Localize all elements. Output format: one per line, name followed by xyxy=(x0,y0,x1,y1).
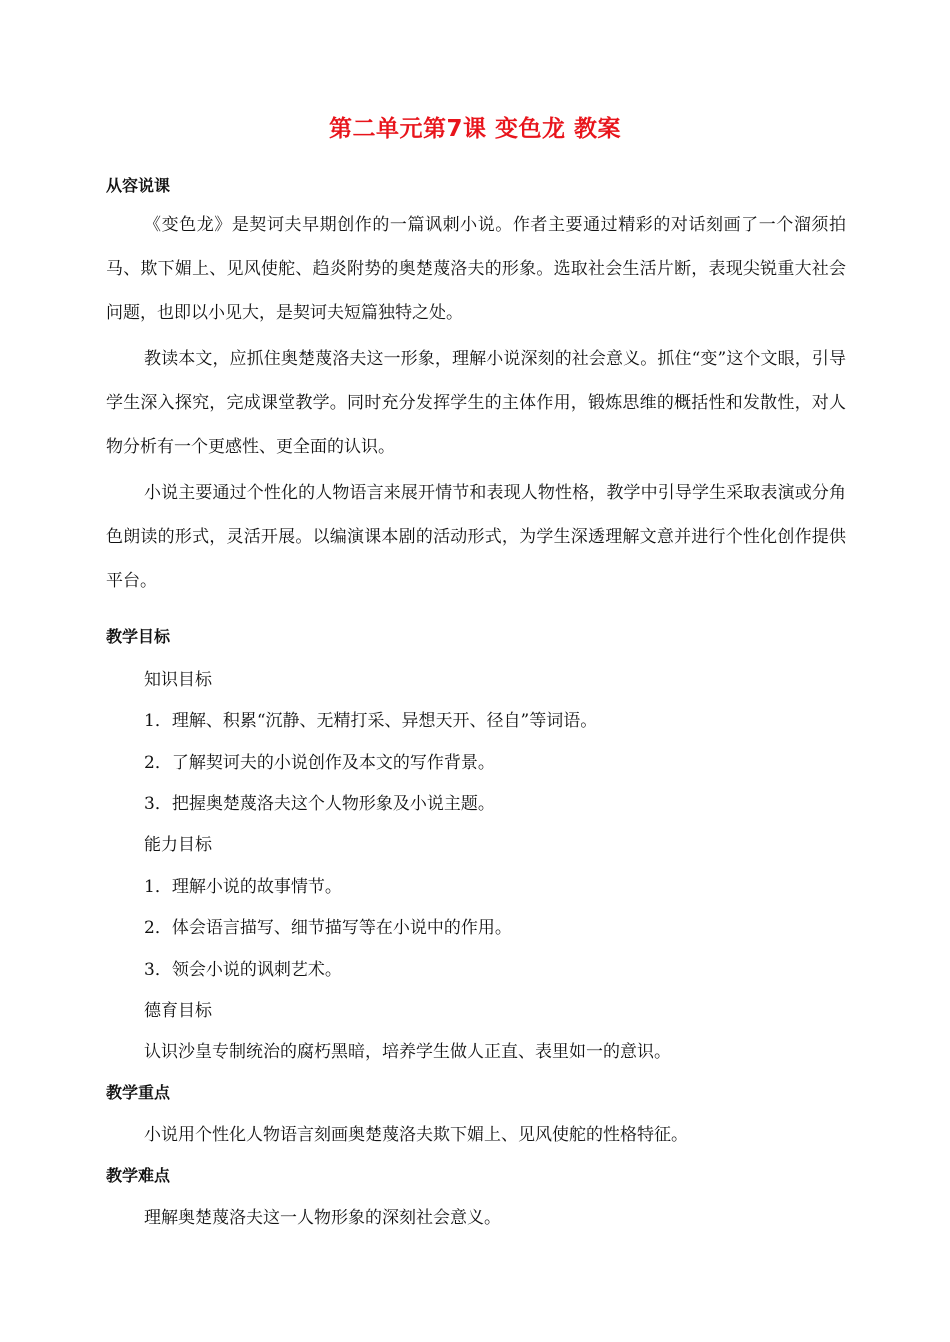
intro-paragraph-2: 教读本文，应抓住奥楚蔑洛夫这一形象，理解小说深刻的社会意义。抓住“变”这个文眼，引导学生深入探究，完成课堂教学。同时充分发挥学生的主体作用，锻炼思维的概括性和发散性，对人物分析有一个更感性、更全面的认识。 xyxy=(106,349,846,457)
knowledge-goal-item-1: 1．理解、积累“沉静、无精打采、异想天开、径自”等词语。 xyxy=(144,711,598,731)
ability-goal-item-1: 1．理解小说的故事情节。 xyxy=(144,877,342,897)
moral-goals-label: 德育目标 xyxy=(144,1001,212,1021)
difficulties-text: 理解奥楚蔑洛夫这一人物形象的深刻社会意义。 xyxy=(144,1208,501,1228)
ability-goal-item-2: 2．体会语言描写、细节描写等在小说中的作用。 xyxy=(144,918,512,938)
section-heading-difficulties: 教学难点 xyxy=(106,1166,171,1185)
intro-paragraph-3: 小说主要通过个性化的人物语言来展开情节和表现人物性格，教学中引导学生采取表演或分角色朗读的形式，灵活开展。以编演课本剧的活动形式，为学生深透理解文意并进行个性化创作提供平台。 xyxy=(106,483,846,591)
section-heading-goals: 教学目标 xyxy=(106,627,171,646)
ability-goals-label: 能力目标 xyxy=(144,835,212,855)
knowledge-goal-item-3: 3．把握奥楚蔑洛夫这个人物形象及小说主题。 xyxy=(144,794,495,814)
page-title: 第二单元第7课 变色龙 教案 xyxy=(328,116,622,142)
intro-paragraph-1: 《变色龙》是契诃夫早期创作的一篇讽刺小说。作者主要通过精彩的对话刻画了一个溜须拍马、欺下媚上、见风使舵、趋炎附势的奥楚蔑洛夫的形象。选取社会生活片断，表现尖锐重大社会问题，也即以小见大，是契诃夫短篇独特之处。 xyxy=(106,215,846,323)
knowledge-goals-label: 知识目标 xyxy=(144,670,212,690)
section-heading-intro: 从容说课 xyxy=(106,176,171,195)
knowledge-goal-item-2: 2．了解契诃夫的小说创作及本文的写作背景。 xyxy=(144,753,495,773)
key-points-text: 小说用个性化人物语言刻画奥楚蔑洛夫欺下媚上、见风使舵的性格特征。 xyxy=(144,1125,688,1145)
ability-goal-item-3: 3．领会小说的讽刺艺术。 xyxy=(144,960,342,980)
section-heading-key-points: 教学重点 xyxy=(106,1083,171,1102)
moral-goal-text: 认识沙皇专制统治的腐朽黑暗，培养学生做人正直、表里如一的意识。 xyxy=(144,1042,671,1062)
